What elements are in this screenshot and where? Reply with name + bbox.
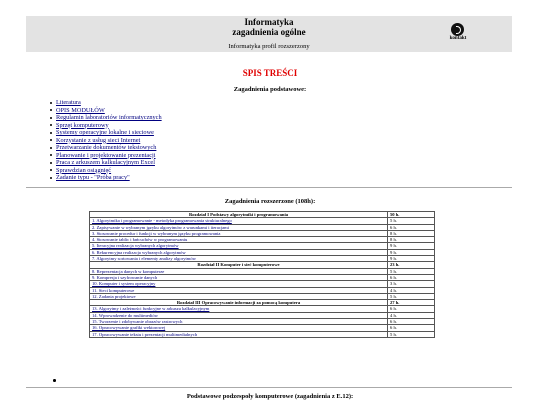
topic-hours: 6 h. [388,306,435,312]
section-hours: 23 h. [388,262,435,268]
menu-item [56,144,162,152]
topic-link[interactable]: 5. Iteracyjna realizacja wybranych algorytmów [92,243,179,249]
contact-label: kontakt [449,36,467,41]
topic-hours: 5 h. [388,218,435,224]
section-hours: 50 h. [388,212,435,218]
topic-link[interactable]: 9. Kompresja i szyfrowanie danych [92,274,158,280]
topic-link[interactable]: 12. Zadania projektowe [92,293,136,299]
menu-item [56,99,162,107]
topic-hours: 9 h. [388,243,435,249]
modules-table [89,211,435,338]
topic-cell [90,331,388,337]
menu-item [56,137,162,145]
topic-link[interactable]: 8. Reprezentacja danych w komputerze [92,268,165,274]
menu-item [56,174,162,182]
topics-menu [56,99,162,182]
menu-item [56,107,162,115]
menu-item [56,122,162,130]
topic-link[interactable]: 13. Algorytmy i zależności funkcyjne w arkuszu kalkulacyjnym [92,306,210,312]
menu-link[interactable]: OPIS MODUŁÓW [56,106,105,114]
topic-hours: 8 h. [388,230,435,236]
menu-item [56,159,162,167]
header-subtitle: zagadnienia ogólne [232,27,306,37]
topic-link[interactable]: 2. Zapisywanie w wybranym języku algorytmów z warunkami i iteracjami [92,224,230,230]
topic-link[interactable]: 16. Opracowywanie grafiki wektorowej [92,325,166,331]
topic-hours: 6 h. [388,274,435,280]
section-title: Rozdział II Komputer i sieć komputerowe [90,262,388,268]
topic-hours: 3 h. [388,281,435,287]
topic-hours: 4 h. [388,287,435,293]
menu-link[interactable]: Planowanie i projektowanie prezentacji [56,151,156,159]
menu-link[interactable]: Korzystanie z usług sieci Internet [56,136,141,144]
menu-link[interactable]: Regulamin laboratoriów informatycznych [56,114,162,121]
header-profile: Informatyka profil rozszerzony [228,43,310,50]
topic-hours: 9 h. [388,249,435,255]
table-row [90,331,435,337]
page-header [26,16,512,52]
menu-item [56,114,162,122]
contents-title: SPIS TREŚCI [242,68,298,78]
topic-hours: 9 h. [388,256,435,262]
menu-item [56,129,162,137]
topic-link[interactable]: 10. Komputer i system operacyjny [92,281,156,287]
topic-link[interactable]: 6. Rekurencyjna realizacja wybranych algorytmów [92,249,186,255]
topic-hours: 5 h. [388,268,435,274]
components-heading: Podstawowe podzespoły komputerowe (zagadnienia z E.12): [186,393,354,400]
topic-link[interactable]: 3. Stosowanie procedur i funkcji w wybranym języku programowania [92,230,221,236]
contact-link[interactable] [447,23,469,45]
extended-topics-heading: Zagadnienia rozszerzone (108h): [224,198,316,205]
divider [26,387,512,388]
topic-link[interactable]: 15. Tworzenie i zdobywanie obrazów rastrowych [92,319,183,325]
menu-link[interactable]: Sprawdzian osiągnięć [56,166,112,174]
topic-hours: 6 h. [388,319,435,325]
contact-logo-icon [451,23,464,36]
topic-link[interactable]: 14. Wprowadzenie do multimediów [92,312,158,318]
menu-item [56,167,162,175]
topic-hours: 5 h. [388,331,435,337]
menu-link[interactable]: Przetwarzanie dokumentów tekstowych [56,144,157,151]
basic-topics-heading: Zagadnienia podstawowe: [233,86,307,93]
topic-hours: 4 h. [388,312,435,318]
menu-link[interactable]: Praca z arkuszem kalkulacyjnym Excel [56,159,155,166]
menu-link[interactable]: Sprzęt komputerowy [56,121,109,129]
header-title: Informatyka [244,17,294,27]
topic-hours: 5 h. [388,293,435,299]
topic-link[interactable]: 1. Algorytmika i programowanie - metodyka programowania strukturalnego [92,218,232,224]
topic-link[interactable]: 7. Algorytmy sortowania i elementy analizy algorytmów [92,256,196,262]
topic-link[interactable]: 4. Stosowanie tablic i łańcuchów w programowaniu [92,237,188,243]
topic-hours: 6 h. [388,325,435,331]
empty-list-item [53,379,56,382]
topic-hours: 8 h. [388,237,435,243]
topic-link[interactable]: 11. Sieci komputerowe [92,287,135,293]
section-title: Rozdział I Podstawy algorytmiki i programowania [90,212,388,218]
menu-link[interactable]: Literatura [56,99,81,106]
divider [26,187,512,188]
section-hours: 27 h. [388,300,435,306]
menu-item [56,152,162,160]
topic-link[interactable]: 17. Opracowywanie tekstu i prezentacji multimedialnych [92,331,198,337]
topic-hours: 6 h. [388,224,435,230]
menu-link[interactable]: Zadanie typu - "Próba pracy" [56,174,130,181]
menu-link[interactable]: Systemy operacyjne lokalne i sieciowe [56,129,154,136]
section-title: Rozdział III Opracowywanie informacji za pomocą komputera [90,300,388,306]
